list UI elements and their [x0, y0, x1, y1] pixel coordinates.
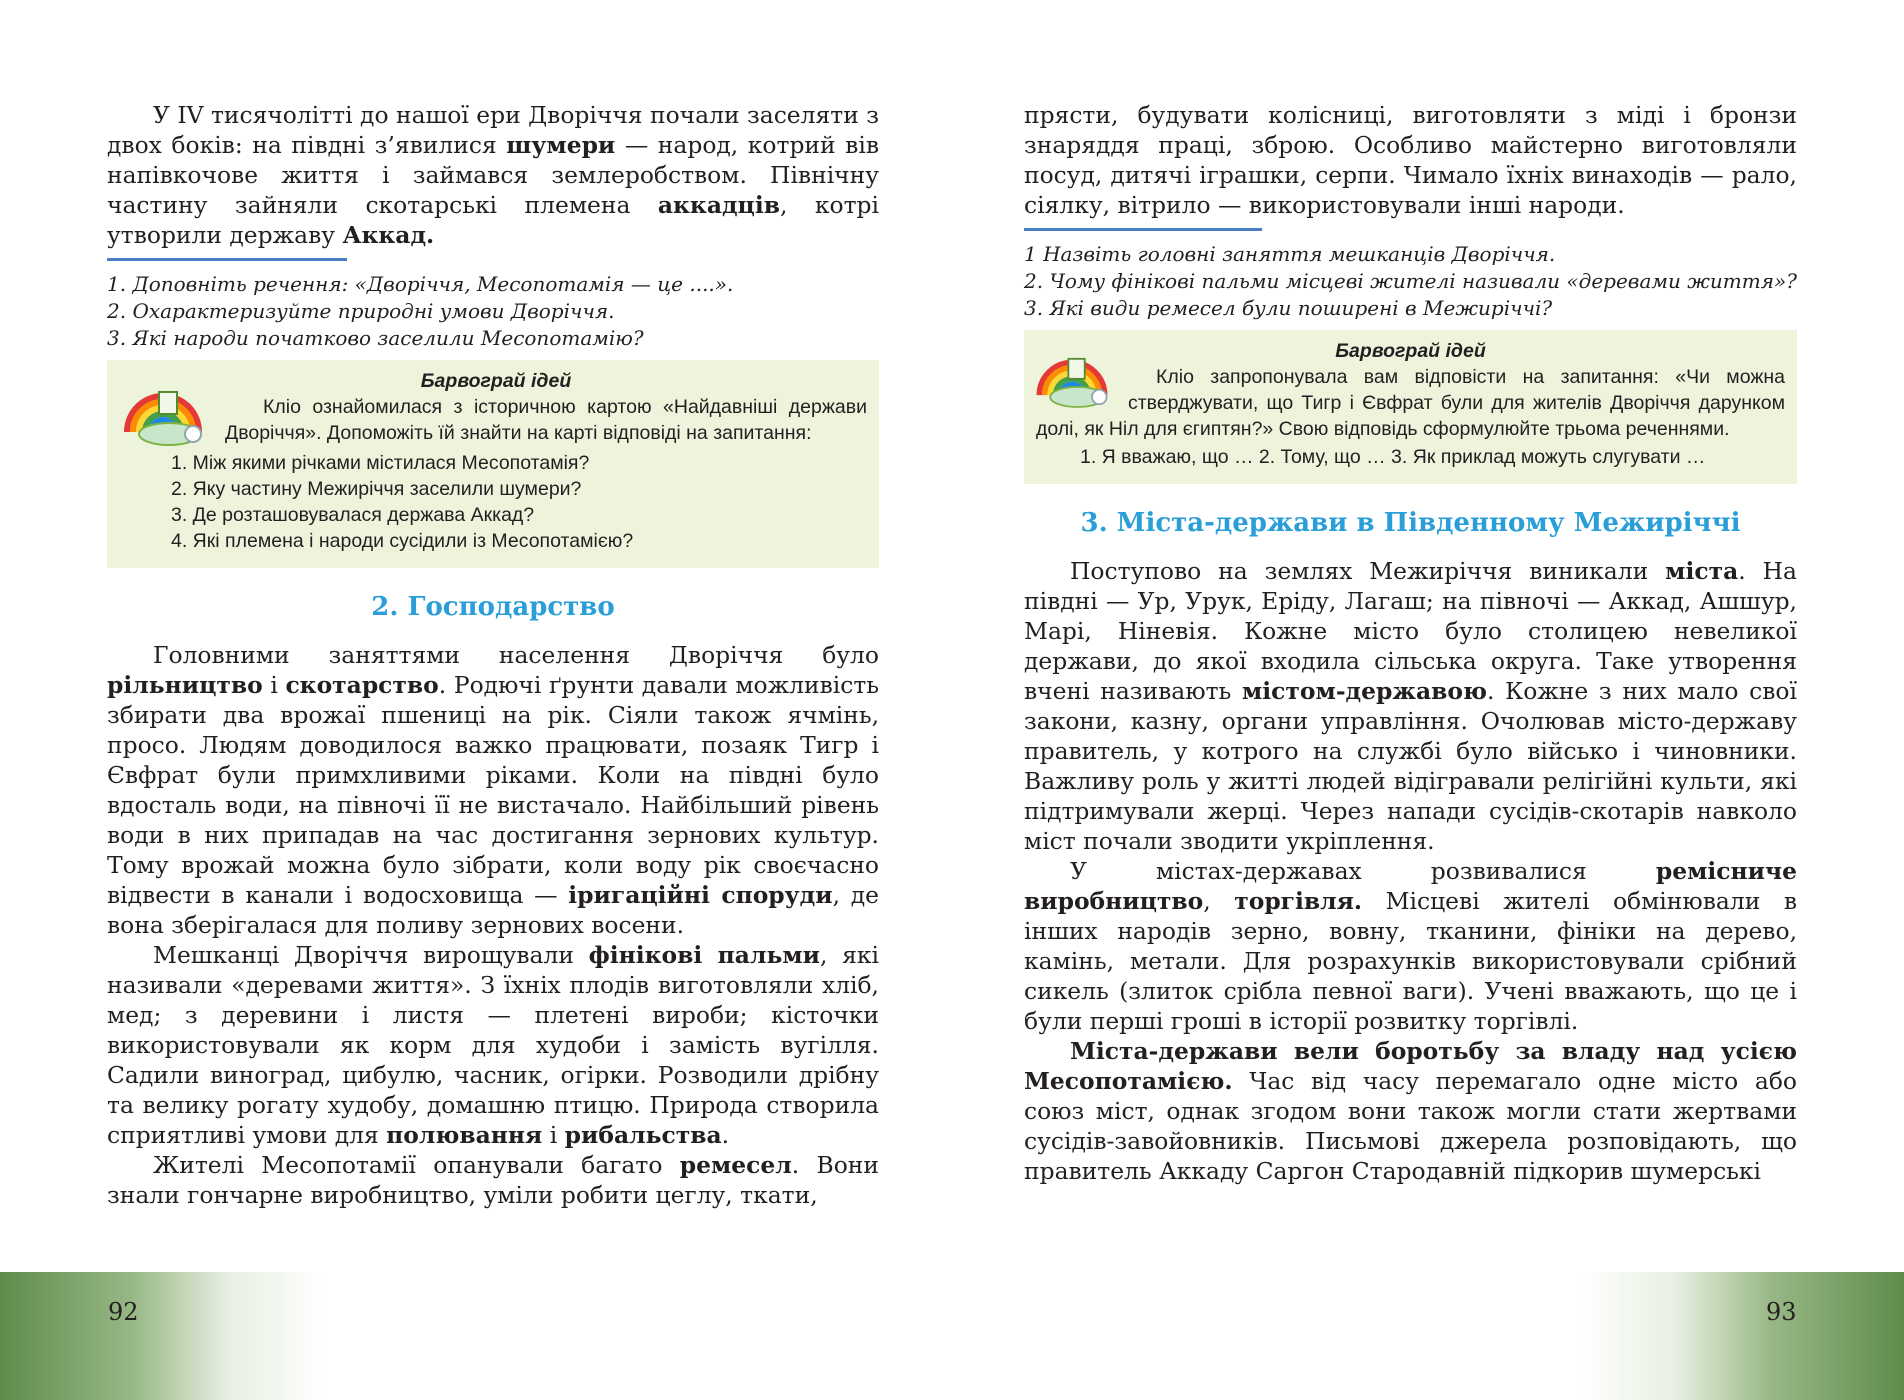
text-run: і: [542, 1121, 565, 1149]
questions-list: [1024, 241, 1797, 322]
questions-rule: [1024, 228, 1262, 231]
idea-box-text-body: Кліо запропонувала вам відповісти на запитання: «Чи можна стверджувати, що Тигр і Євфрат були для жителів Дворіччя дарунком долі, як Ніл для єгиптян?» Свою відповідь сформулюйте трьома реченнями.: [1036, 366, 1785, 440]
text-run: , де вона зберігалася для поливу зернових восени.: [107, 881, 879, 939]
bold-term: шумери: [506, 131, 616, 159]
continuation-paragraph: прясти, будувати колісниці, виготовляти з міді і бронзи знаряддя праці, зброю. Особливо майстерно виготовляли посуд, дитячі іграшки, серпи. Чимало їхніх винаходів — рало, сіялку, вітрило — використовували інші народи.: [1024, 101, 1797, 219]
bold-term: фінікові пальми: [588, 941, 820, 969]
intro-paragraph: [107, 100, 879, 250]
rainbow-book-icon: [119, 372, 207, 452]
right-column: [1024, 100, 1797, 1186]
bold-term: містом-державою: [1241, 677, 1487, 705]
bold-term: полювання: [386, 1121, 543, 1149]
text-run: . Родючі ґрунти давали можливість збирати два врожаї пшениці на рік. Сіяли також ячмінь, просо. Людям доводилося важко працювати, позаяк Тигр і Євфрат були примхливими ріками. Коли на півдні було вдосталь води, на півночі її не вистачало. Найбільший рівень води в них припадав на час достигання зернових культур. Тому врожай можна було зібрати, коли воду рік своєчасно відвести в канали і водосховища —: [107, 671, 880, 909]
page-number-right: 93: [1766, 1298, 1797, 1326]
text-run: і: [262, 671, 286, 699]
text-run: Час від часу перемагало одне місто або союз міст, однак згодом вони також могли стати жертвами сусідів-завойовників. Письмові джерела розповідають, що правитель Аккаду Саргон Стародавній підкорив шумерські: [1024, 1067, 1797, 1185]
question-item: 3. Які види ремесел були поширені в Межиріччі?: [1024, 296, 1553, 320]
text-run: Головними заняттями населення Дворіччя було: [153, 641, 879, 669]
text-run: . Кожне з них мало свої закони, казну, органи управління. Очолював місто-державу правитель, у котрого на службі було військо і чиновники. Важливу роль у житті людей відігравали релігійні культи, які підтримували жерці. Через напади сусідів-скотарів навколо міст почали зводити укріплення.: [1024, 677, 1797, 855]
text-run: У містах-державах розвивалися: [1070, 857, 1656, 885]
footer-band-right: [952, 1272, 1904, 1400]
section-title: 3. Міста-держави в Південному Межиріччі: [1080, 508, 1741, 538]
right-page: [952, 0, 1904, 1400]
questions-rule: [107, 258, 347, 261]
questions-list: [107, 271, 879, 352]
text-run: , котрі утворили державу: [107, 191, 879, 249]
body-paragraph: [1024, 556, 1797, 856]
idea-box: [1024, 330, 1797, 484]
body-paragraph: [107, 1150, 879, 1210]
bold-term: аккадців: [657, 191, 780, 219]
bold-term: рільництво: [107, 671, 263, 699]
idea-box-text: [1036, 364, 1785, 442]
text-run: ,: [1203, 887, 1235, 915]
bold-term: скотарство: [285, 671, 439, 699]
body-paragraph: [1024, 1036, 1797, 1186]
text-run: У IV тисячолітті до нашої ери Дворіччя почали заселяти з двох боків: на півдні з’явилися: [107, 101, 879, 159]
bold-term: міста: [1665, 557, 1739, 585]
question-item: 2. Охарактеризуйте природні умови Дворіччя.: [107, 299, 615, 323]
idea-box-title: Барвограй ідей: [420, 370, 572, 392]
bold-term: ремесел: [679, 1151, 792, 1179]
text-run: Поступово на землях Межиріччя виникали: [1070, 557, 1666, 585]
idea-box-item: 4. Які племена і народи сусідили із Месопотамією?: [171, 530, 634, 552]
idea-box-item: 1. Між якими річками містилася Месопотамія?: [171, 452, 590, 474]
footer-band-left: [0, 1272, 952, 1400]
text-run: — народ, котрий вів напівкочове життя і займався землеробством. Північну частину зайняли скотарські племена: [107, 131, 879, 219]
text-run: . Вони знали гончарне виробництво, уміли робити цеглу, ткати,: [107, 1151, 879, 1209]
idea-box-items: [125, 450, 867, 554]
text-run: . На півдні — Ур, Урук, Еріду, Лагаш; на півночі — Аккад, Ашшур, Марі, Ніневія. Кожне місто було столицею невеликої держави, до якої входила сільська округа. Таке утворення вчені називають: [1024, 557, 1797, 705]
bold-term: Аккад.: [342, 221, 435, 249]
body-paragraph: [107, 940, 879, 1150]
text-run: Жителі Месопотамії опанували багато: [153, 1151, 680, 1179]
page-number-left: 92: [108, 1298, 139, 1326]
bold-term: торгівля.: [1234, 887, 1363, 915]
question-item: 3. Які народи початково заселили Месопотамію?: [107, 326, 644, 350]
body-paragraph: [107, 640, 879, 940]
section-title: 2. Господарство: [371, 592, 615, 622]
idea-box: [107, 360, 879, 568]
text-run: Мешканці Дворіччя вирощували: [153, 941, 589, 969]
bold-term: ремісниче виробництво: [1024, 857, 1797, 915]
body-paragraph: [1024, 856, 1797, 1036]
text-run: .: [721, 1121, 730, 1149]
idea-box-answer-line: 1. Я вважаю, що … 2. Тому, що … 3. Як приклад можуть слугувати …: [1080, 446, 1706, 468]
idea-box-item: 3. Де розташовувалася держава Аккад?: [171, 504, 535, 526]
question-item: 2. Чому фінікові пальми місцеві жителі називали «деревами життя»?: [1024, 269, 1797, 293]
bold-term: рибальства: [564, 1121, 722, 1149]
bold-term: іригаційні споруди: [568, 881, 833, 909]
text-run: Місцеві жителі обмінювали в інших народів зерно, вовну, тканини, фініки на дерево, камінь, метали. Для розрахунків використовували срібний сикель (злиток срібла певної ваги). Учені вважають, що це і були перші гроші в історії розвитку торгівлі.: [1024, 887, 1798, 1035]
question-item: 1 Назвіть головні заняття мешканців Дворіччя.: [1024, 242, 1556, 266]
bold-term: Міста-держави вели боротьбу за владу над усією Месопотамією.: [1024, 1037, 1797, 1095]
idea-box-item: 2. Яку частину Межиріччя заселили шумери?: [171, 478, 582, 500]
question-item: 1. Доповніть речення: «Дворіччя, Месопотамія — це ....».: [107, 272, 734, 296]
left-column: [107, 100, 879, 1210]
idea-box-title: Барвограй ідей: [1335, 340, 1486, 362]
text-run: , які називали «деревами життя». З їхніх плодів виготовляли хліб, мед; з деревини і листя — плетені вироби; кісточки використовували як корм для худоби і замість вугілля. Садили виноград, цибулю, часник, огірки. Розводили дрібну та велику рогату худобу, домашню птицю. Природа створила сприятливі умови для: [107, 941, 879, 1149]
idea-box-text: Кліо ознайомилася з історичною картою «Найдавніші держави Дворіччя». Допоможіть їй знайти на карті відповіді на запитання:: [225, 396, 867, 444]
